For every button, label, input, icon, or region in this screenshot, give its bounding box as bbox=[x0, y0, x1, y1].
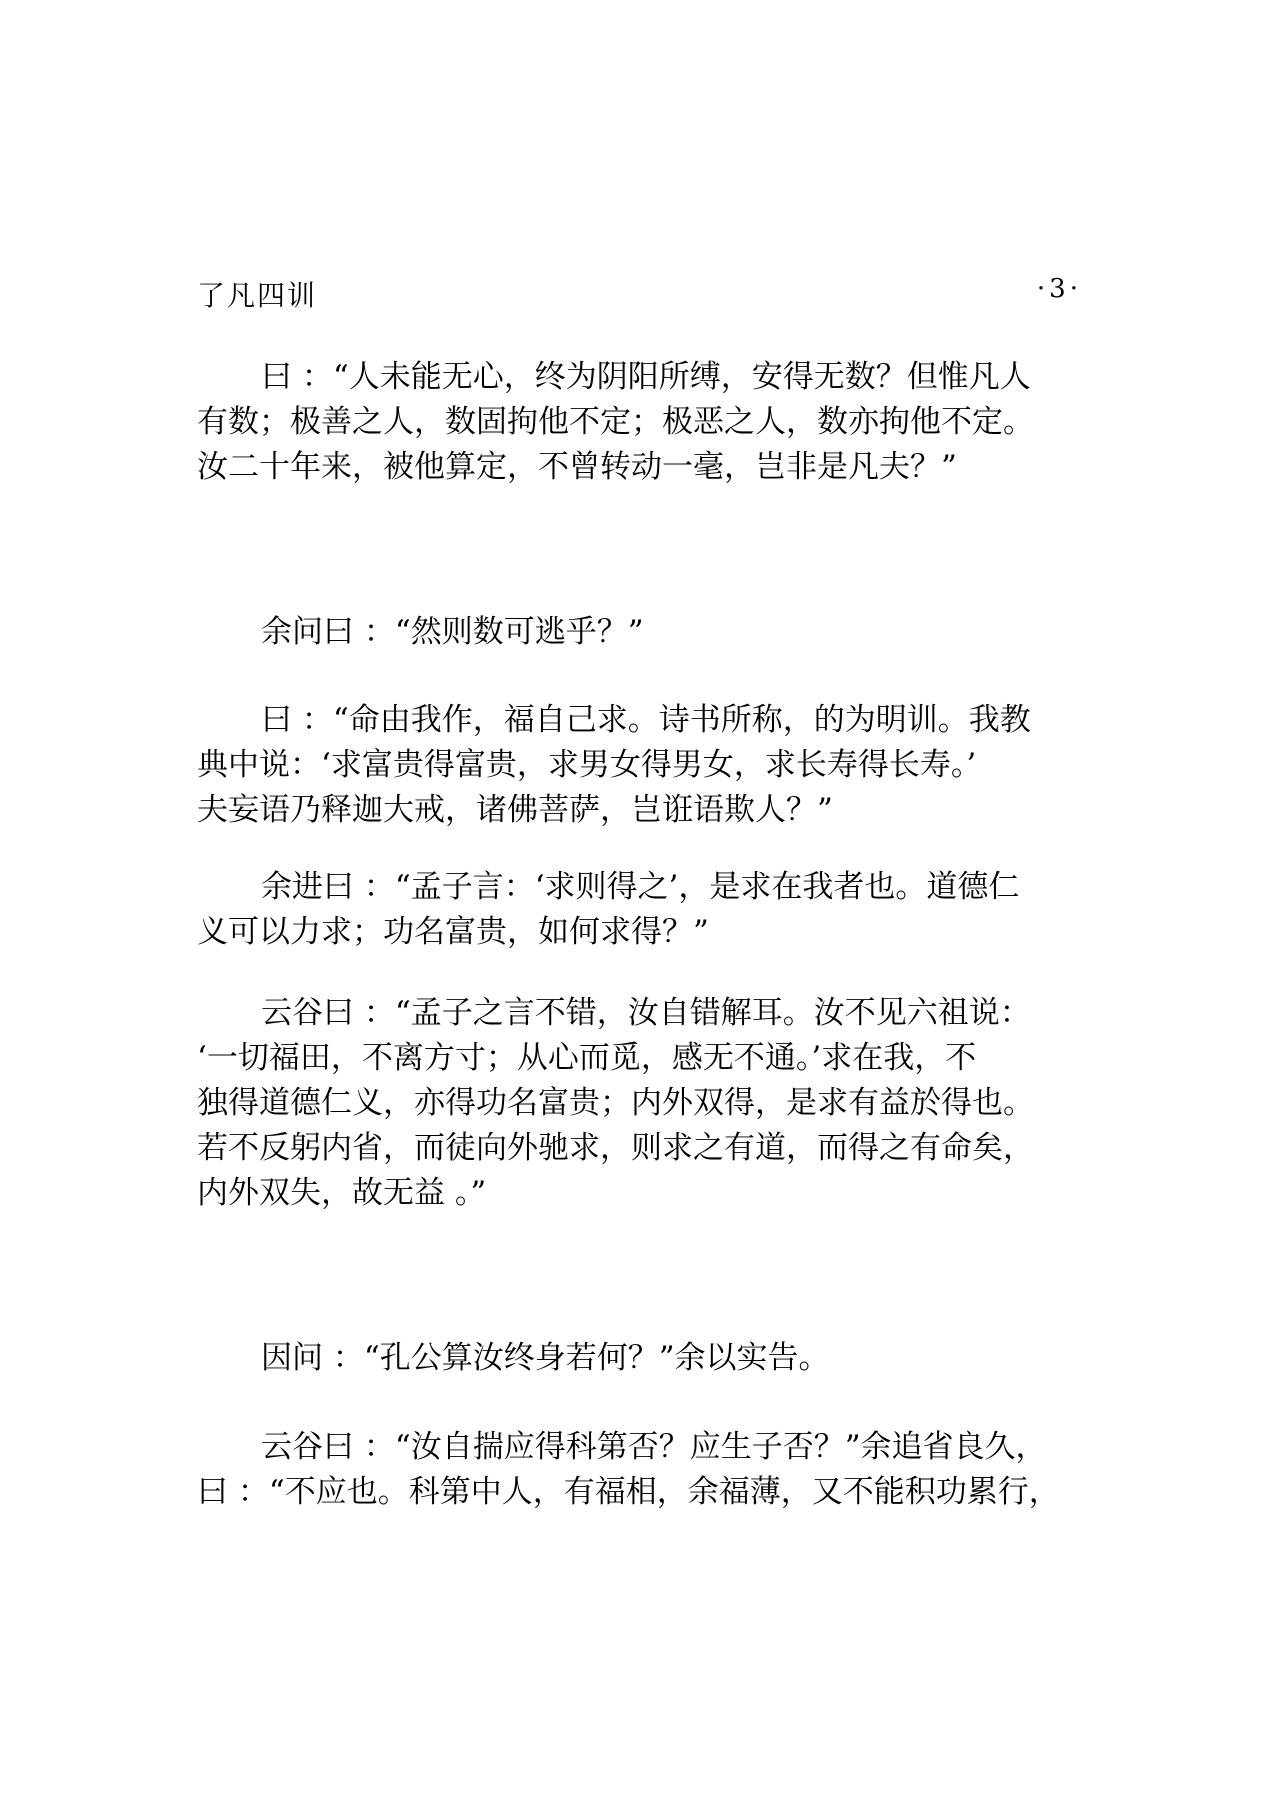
text-line: 内外双失，故无益 。” bbox=[197, 1175, 487, 1211]
paragraph-3 bbox=[197, 698, 1097, 833]
text-line: 曰 ：“命由我作，福自己求。诗书所称，的为明训。我教 bbox=[261, 702, 1031, 738]
text-line: 典中说：‘求富贵得富贵，求男女得男女，求长寿得长寿。’ bbox=[197, 747, 977, 783]
text-line: 若不反躬内省，而徒向外驰求，则求之有道，而得之有命矣， bbox=[197, 1130, 1034, 1166]
paragraph-7 bbox=[197, 1425, 1097, 1515]
paragraph-4 bbox=[197, 865, 1097, 955]
text-line: ‘一切福田，不离方寸；从心而觅，感无不通。’求在我，不 bbox=[197, 1040, 977, 1076]
text-line: 余进曰 ：“孟子言：‘求则得之’，是求在我者也。道德仁 bbox=[261, 869, 1020, 905]
text-line: 云谷曰 ：“孟子之言不错，汝自错解耳。汝不见六祖说： bbox=[261, 995, 1031, 1031]
text-line: 夫妄语乃释迦大戒，诸佛菩萨，岂诳语欺人？” bbox=[197, 792, 833, 828]
paragraph-5 bbox=[197, 991, 1097, 1216]
running-header bbox=[197, 274, 1082, 318]
text-line: 独得道德仁义，亦得功名富贵；内外双得，是求有益於得也。 bbox=[197, 1085, 1034, 1121]
text-line: 汝二十年来，被他算定，不曾转动一毫，岂非是凡夫？” bbox=[197, 449, 957, 485]
text-line: 云谷曰 ：“汝自揣应得科第否？应生子否？”余追省良久， bbox=[261, 1429, 1047, 1465]
paragraph-1 bbox=[197, 355, 1097, 490]
paragraph-6 bbox=[197, 1336, 1097, 1381]
text-line: 因问 ：“孔公算汝终身若何？”余以实告。 bbox=[261, 1340, 830, 1376]
text-line: 有数；极善之人，数固拘他不定；极恶之人，数亦拘他不定。 bbox=[197, 404, 1034, 440]
text-line: 余问曰 ：“然则数可逃乎？” bbox=[261, 614, 644, 650]
paragraph-2 bbox=[197, 610, 1097, 655]
book-title: 了凡四训 bbox=[197, 279, 318, 312]
page-number: ·3· bbox=[1036, 274, 1082, 304]
text-line: 曰 ：“人未能无心，终为阴阳所缚，安得无数？但惟凡人 bbox=[261, 359, 1031, 395]
text-line: 曰 ：“不应也。科第中人，有福相，余福薄，又不能积功累行， bbox=[197, 1474, 1060, 1510]
text-line: 义可以力求；功名富贵，如何求得？” bbox=[197, 914, 709, 950]
